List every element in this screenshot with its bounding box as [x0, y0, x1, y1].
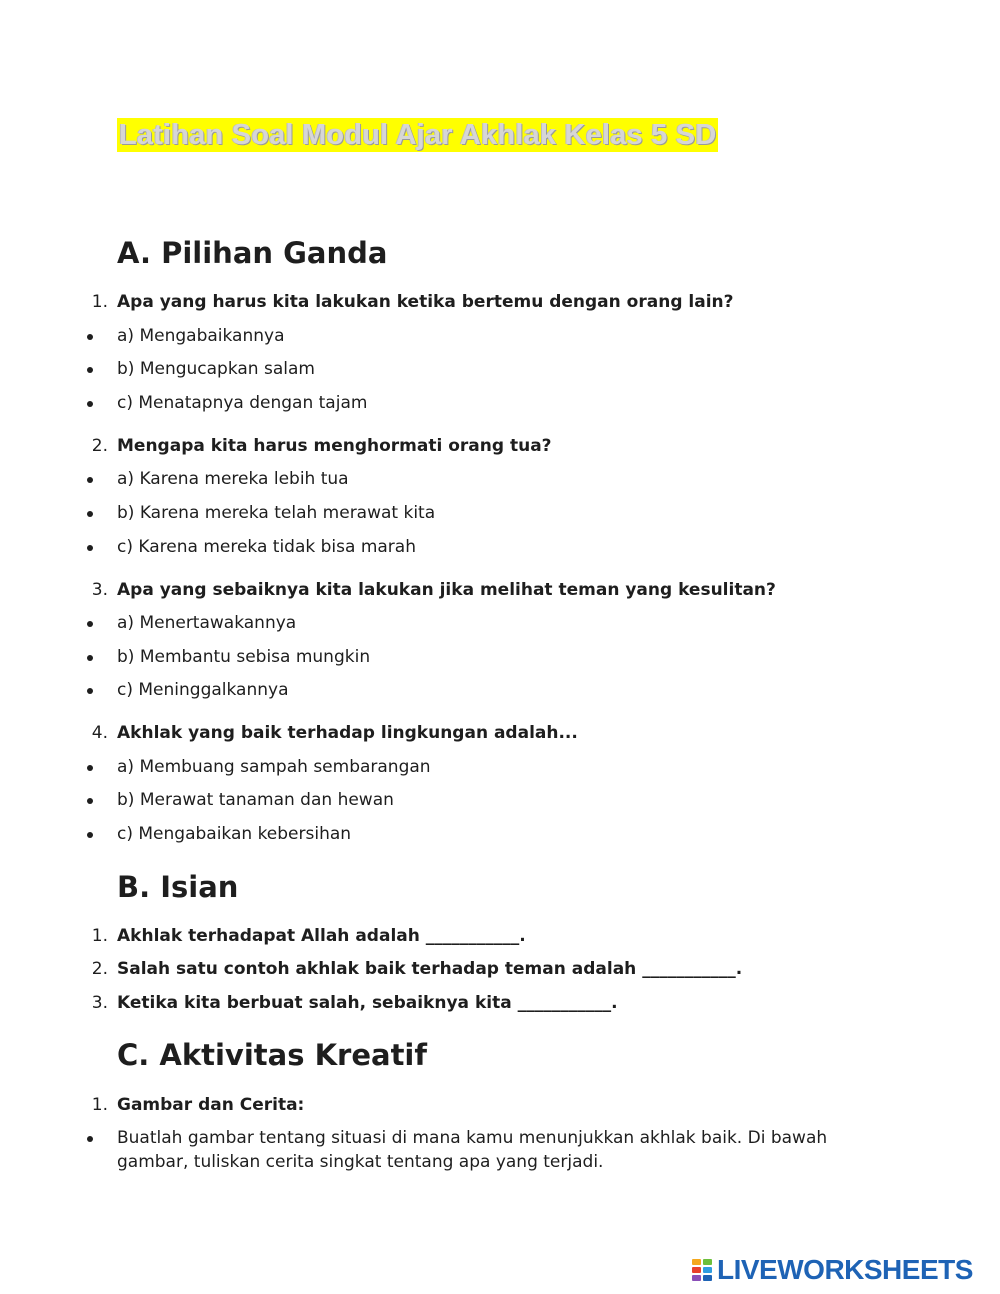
fill-in-item	[0, 924, 1000, 948]
bullet-icon	[87, 765, 93, 771]
option-item	[0, 611, 1000, 635]
question-text: Apa yang sebaiknya kita lakukan jika melihat teman yang kesulitan?	[117, 580, 776, 600]
bullet-icon	[87, 832, 93, 838]
question-1	[0, 290, 1000, 314]
fill-in-item	[0, 991, 1000, 1015]
option-item	[0, 788, 1000, 812]
section-a-heading: A. Pilihan Ganda	[117, 236, 388, 270]
option-text: b) Karena mereka telah merawat kita	[117, 503, 436, 523]
option-text: b) Mengucapkan salam	[117, 359, 315, 379]
logo-text: LIVEWORKSHEETS	[717, 1254, 973, 1285]
fill-in-item	[0, 957, 1000, 981]
bullet-icon	[87, 511, 93, 517]
fill-in-text: Ketika kita berbuat salah, sebaiknya kita ___________.	[117, 993, 618, 1013]
bullet-icon	[87, 401, 93, 407]
option-text: b) Merawat tanaman dan hewan	[117, 790, 394, 810]
question-2	[0, 434, 1000, 458]
option-item	[0, 324, 1000, 348]
option-text: c) Meninggalkannya	[117, 680, 289, 700]
question-text: Mengapa kita harus menghormati orang tua?	[117, 436, 552, 456]
item-number: 1.	[91, 926, 108, 946]
bullet-icon	[87, 655, 93, 661]
activity-description-item	[0, 1126, 1000, 1176]
option-item	[0, 822, 1000, 846]
activity-item	[0, 1093, 1000, 1117]
option-item	[0, 467, 1000, 491]
question-number: 4.	[91, 723, 108, 743]
bullet-icon	[87, 477, 93, 483]
option-text: c) Menatapnya dengan tajam	[117, 393, 368, 413]
bullet-icon	[87, 1136, 93, 1142]
option-text: a) Membuang sampah sembarangan	[117, 757, 431, 777]
item-number: 3.	[91, 993, 108, 1013]
question-number: 3.	[91, 580, 108, 600]
bullet-icon	[87, 798, 93, 804]
bullet-icon	[87, 367, 93, 373]
question-text: Akhlak yang baik terhadap lingkungan adalah...	[117, 723, 578, 743]
option-text: a) Mengabaikannya	[117, 326, 285, 346]
section-b-heading: B. Isian	[117, 870, 239, 904]
question-3	[0, 578, 1000, 602]
bullet-icon	[87, 688, 93, 694]
bullet-icon	[87, 334, 93, 340]
activity-description: Buatlah gambar tentang situasi di mana kamu menunjukkan akhlak baik. Di bawah gambar, tuliskan cerita singkat tentang apa yang terjadi.	[117, 1128, 828, 1172]
option-text: c) Mengabaikan kebersihan	[117, 824, 352, 844]
activity-title: Gambar dan Cerita:	[117, 1095, 305, 1115]
option-item	[0, 755, 1000, 779]
option-text: c) Karena mereka tidak bisa marah	[117, 537, 416, 557]
fill-in-text: Salah satu contoh akhlak baik terhadap teman adalah ___________.	[117, 959, 743, 979]
document-title: Latihan Soal Modul Ajar Akhlak Kelas 5 SD	[119, 119, 717, 151]
section-c-heading: C. Aktivitas Kreatif	[117, 1038, 427, 1072]
option-item	[0, 357, 1000, 381]
question-4	[0, 721, 1000, 745]
question-number: 2.	[91, 436, 108, 456]
option-item	[0, 391, 1000, 415]
option-text: a) Karena mereka lebih tua	[117, 469, 349, 489]
bullet-icon	[87, 621, 93, 627]
option-text: a) Menertawakannya	[117, 613, 297, 633]
option-item	[0, 535, 1000, 559]
liveworksheets-logo[interactable]	[692, 1256, 973, 1284]
item-number: 1.	[91, 1095, 108, 1115]
option-item	[0, 501, 1000, 525]
question-number: 1.	[91, 292, 108, 312]
bullet-icon	[87, 545, 93, 551]
option-text: b) Membantu sebisa mungkin	[117, 647, 371, 667]
item-number: 2.	[91, 959, 108, 979]
fill-in-text: Akhlak terhadapat Allah adalah ___________.	[117, 926, 526, 946]
question-text: Apa yang harus kita lakukan ketika bertemu dengan orang lain?	[117, 292, 734, 312]
liveworksheets-logo-icon	[692, 1257, 714, 1283]
option-item	[0, 645, 1000, 669]
option-item	[0, 678, 1000, 702]
